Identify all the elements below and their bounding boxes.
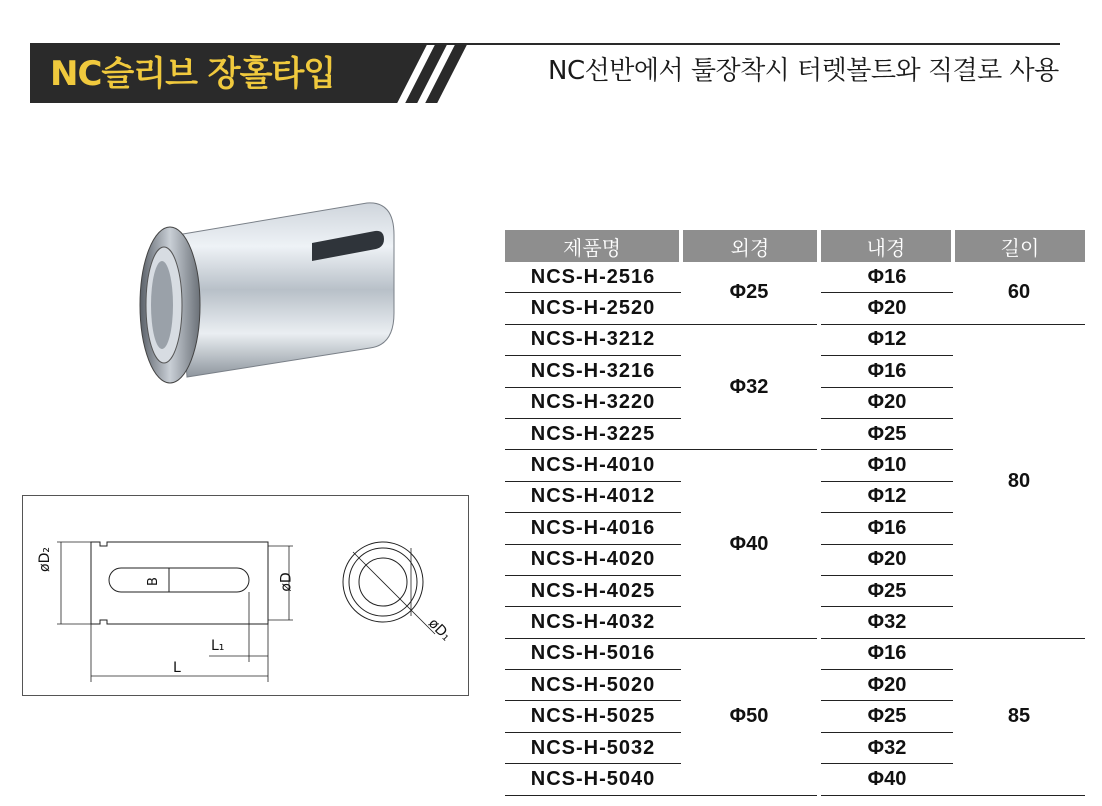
cell-model: NCS-H-5032 bbox=[505, 732, 681, 763]
cell-inner-diameter: Φ20 bbox=[819, 387, 953, 418]
label-l1: L₁ bbox=[211, 638, 225, 654]
label-d1: øD₁ bbox=[424, 615, 454, 645]
table-row bbox=[505, 638, 1085, 669]
cell-model: NCS-H-4020 bbox=[505, 544, 681, 575]
cell-model: NCS-H-5020 bbox=[505, 670, 681, 701]
cell-model: NCS-H-4025 bbox=[505, 575, 681, 606]
cell-outer-diameter: Φ25 bbox=[681, 262, 819, 324]
header-outer-diameter: 외경 bbox=[681, 230, 819, 262]
spec-table bbox=[505, 230, 1085, 796]
cell-inner-diameter: Φ10 bbox=[819, 450, 953, 481]
table-row bbox=[505, 262, 1085, 293]
label-d: øD bbox=[278, 572, 295, 592]
label-b: B bbox=[145, 577, 161, 586]
cell-model: NCS-H-3225 bbox=[505, 418, 681, 449]
table-row bbox=[505, 324, 1085, 355]
page-subtitle: NC선반에서 툴장착시 터렛볼트와 직결로 사용 bbox=[548, 56, 1059, 86]
header-model: 제품명 bbox=[505, 230, 681, 262]
cell-length: 85 bbox=[953, 638, 1085, 795]
cell-model: NCS-H-4016 bbox=[505, 513, 681, 544]
cell-inner-diameter: Φ32 bbox=[819, 732, 953, 763]
cell-model: NCS-H-4012 bbox=[505, 481, 681, 512]
table-header-row bbox=[505, 230, 1085, 262]
cell-outer-diameter: Φ40 bbox=[681, 450, 819, 638]
cell-inner-diameter: Φ20 bbox=[819, 670, 953, 701]
cell-inner-diameter: Φ20 bbox=[819, 293, 953, 324]
cell-model: NCS-H-4032 bbox=[505, 607, 681, 638]
cell-length: 60 bbox=[953, 262, 1085, 324]
header-inner-diameter: 내경 bbox=[819, 230, 953, 262]
cell-inner-diameter: Φ40 bbox=[819, 764, 953, 795]
cell-model: NCS-H-2520 bbox=[505, 293, 681, 324]
cell-model: NCS-H-5016 bbox=[505, 638, 681, 669]
technical-drawing bbox=[22, 495, 469, 696]
cell-model: NCS-H-3220 bbox=[505, 387, 681, 418]
cell-inner-diameter: Φ16 bbox=[819, 638, 953, 669]
cell-model: NCS-H-5025 bbox=[505, 701, 681, 732]
cell-model: NCS-H-2516 bbox=[505, 262, 681, 293]
cell-model: NCS-H-5040 bbox=[505, 764, 681, 795]
cell-outer-diameter: Φ32 bbox=[681, 324, 819, 450]
header-length: 길이 bbox=[953, 230, 1085, 262]
cell-inner-diameter: Φ16 bbox=[819, 513, 953, 544]
cell-inner-diameter: Φ12 bbox=[819, 324, 953, 355]
cell-inner-diameter: Φ32 bbox=[819, 607, 953, 638]
label-l: L bbox=[173, 660, 181, 676]
page-title: NC슬리브 장홀타입 bbox=[50, 54, 336, 94]
cell-model: NCS-H-4010 bbox=[505, 450, 681, 481]
label-d2: øD₂ bbox=[37, 547, 53, 572]
cell-length: 80 bbox=[953, 324, 1085, 638]
cell-inner-diameter: Φ20 bbox=[819, 544, 953, 575]
product-photo bbox=[132, 195, 432, 395]
cell-model: NCS-H-3216 bbox=[505, 356, 681, 387]
cell-inner-diameter: Φ12 bbox=[819, 481, 953, 512]
cell-outer-diameter: Φ50 bbox=[681, 638, 819, 795]
cell-inner-diameter: Φ25 bbox=[819, 418, 953, 449]
cell-inner-diameter: Φ16 bbox=[819, 262, 953, 293]
cell-inner-diameter: Φ25 bbox=[819, 575, 953, 606]
cell-inner-diameter: Φ25 bbox=[819, 701, 953, 732]
cell-model: NCS-H-3212 bbox=[505, 324, 681, 355]
cell-inner-diameter: Φ16 bbox=[819, 356, 953, 387]
